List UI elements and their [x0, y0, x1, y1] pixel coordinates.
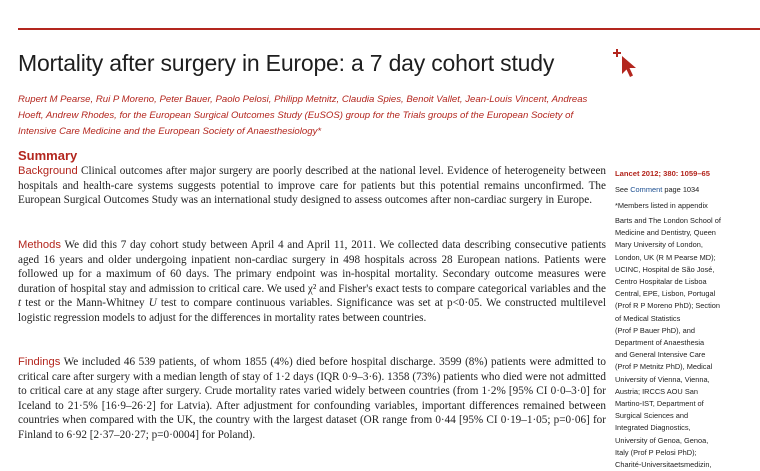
affiliation-line: University of Vienna, Vienna,	[615, 374, 710, 384]
affiliation-line: Charité-Universitaetsmedizin,	[615, 460, 712, 470]
citation: Lancet 2012; 380: 1059–65	[615, 169, 710, 178]
summary-heading: Summary	[18, 148, 78, 163]
background-text: Clinical outcomes after major surgery are poorly described at the national level. Evidence of heterogeneity between hospitals and health-care systems suggests potential to improve care for patients but this potential remains unconfirmed. The European Surgical Outcomes Study was an international study designed to assess outcomes after non-cardiac surgery in Europe.	[18, 165, 607, 207]
findings-paragraph	[18, 355, 606, 443]
header-rule	[18, 28, 760, 30]
methods-text-b: test or the Mann-Whitney	[25, 297, 145, 310]
affiliation-line: (Prof P Bauer PhD), and	[615, 325, 695, 335]
affiliation-line: Austria; IRCCS AOU San	[615, 386, 698, 396]
findings-text: We included 46 539 patients, of whom 1855 (4%) died before hospital discharge. 3599 (8%) patients were admitted to critical care after surgery with a median length of stay of 1·2 days (IQR 0·9–3·6). 1358 (73%) patients who died were not admitted to critical care at any stage after surgery. Crude mortality rates varied widely between countries (from 1·2% [95% CI 0·0–3·0] for Iceland to 21·5% [16·9–26·2] for Latvia). After adjustment for confounding variables, important differences remained between countries when compared with the UK, the country with the largest dataset (OR range from 0·44 [95% CI 0·19–1·05; p=0·06] for Finland to 6·92 [2·37–20·27; p=0·0004] for Poland).	[18, 356, 606, 441]
affiliation-line: (Prof R P Moreno PhD); Section	[615, 301, 721, 311]
article-title: Mortality after surgery in Europe: a 7 day cohort study	[18, 50, 555, 76]
methods-text-a: We did this 7 day cohort study between April 4 and April 11, 2011. We collected data describing consecutive patients aged 16 years and older undergoing inpatient non-cardiac surgery in 498 hospitals across 28 European nations. Patients were followed up for a maximum of 60 days. The primary endpoint was in-hospital mortality. Secondary outcome measures were duration of hospital stay and admission to critical care. We used χ² and Fisher's exact tests to compare categorical variables and the	[18, 239, 606, 295]
methods-u: U	[148, 297, 157, 310]
affiliation-line: Department of Anaesthesia	[615, 338, 705, 348]
see-suffix: page 1034	[664, 185, 700, 194]
crossmark-icon[interactable]	[612, 48, 642, 78]
affiliation-line: Integrated Diagnostics,	[615, 423, 691, 433]
affiliation-line: UCINC, Hospital de São José,	[615, 264, 715, 274]
methods-text-c: test to compare continuous variables. Significance was set at p<0·05. We constructed multilevel logistic regression models to adjust for the differences in mortality rates between countries.	[18, 297, 607, 324]
affiliation-line: Mary University of London,	[615, 240, 703, 250]
affiliation-line: Italy (Prof P Pelosi PhD);	[615, 447, 697, 457]
author-list: Rupert M Pearse, Rui P Moreno, Peter Bauer, Paolo Pelosi, Philipp Metnitz, Claudia Spies, Benoit Vallet, Jean-Louis Vincent, Andreas Hoeft, Andrew Rhodes, for the European Surgical Outcomes Study (EuSOS) group for the Trials groups of the European Society of Intensive Care Medicine and the European Society of Anaesthesiology*	[18, 94, 588, 137]
methods-t: t	[18, 297, 22, 310]
background-paragraph	[18, 164, 606, 208]
affiliations	[615, 215, 760, 471]
affiliation-line: of Medical Statistics	[615, 313, 681, 323]
affiliation-line: and General Intensive Care	[615, 350, 706, 360]
methods-paragraph	[18, 238, 606, 326]
affiliation-line: Martino-IST, Department of	[615, 399, 704, 409]
affiliation-line: Centro Hospitalar de Lisboa	[615, 277, 707, 287]
affiliation-line: University of Genoa, Genoa,	[615, 435, 709, 445]
affiliation-line: Medicine and Dentistry, Queen	[615, 228, 716, 238]
see-prefix: See	[615, 185, 629, 194]
members-note: *Members listed in appendix	[615, 201, 708, 210]
findings-label: Findings	[18, 356, 61, 368]
see-comment-note	[615, 184, 760, 196]
affiliation-line: Central, EPE, Lisbon, Portugal	[615, 289, 716, 299]
affiliation-line: (Prof P Metnitz PhD), Medical	[615, 362, 713, 372]
comment-link[interactable]: Comment	[630, 185, 663, 194]
affiliation-line: London, UK (R M Pearse MD);	[615, 252, 716, 262]
affiliation-line: Surgical Sciences and	[615, 411, 689, 421]
background-label: Background	[18, 165, 78, 177]
methods-label: Methods	[18, 239, 61, 251]
affiliation-line: Barts and The London School of	[615, 216, 721, 225]
